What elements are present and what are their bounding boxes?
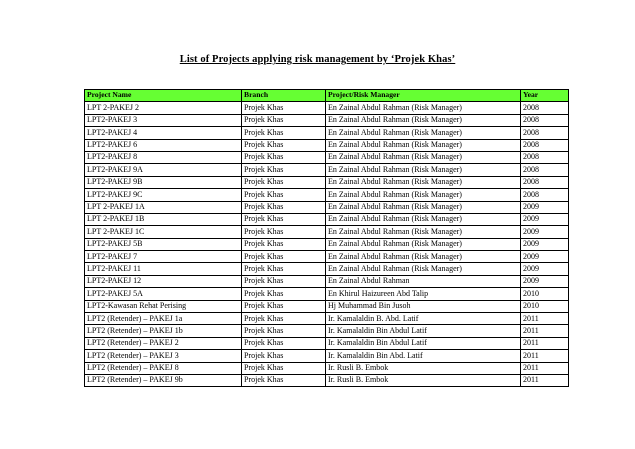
cell-project-risk-manager: En Zainal Abdul Rahman (Risk Manager) bbox=[326, 201, 521, 213]
table-row bbox=[85, 251, 569, 263]
cell-project-name: LPT2 (Retender) – PAKEJ 1a bbox=[85, 313, 242, 325]
cell-year: 2009 bbox=[521, 275, 569, 287]
cell-project-name: LPT2-PAKEJ 9C bbox=[85, 189, 242, 201]
table-row bbox=[85, 201, 569, 213]
cell-year: 2008 bbox=[521, 189, 569, 201]
cell-branch: Projek Khas bbox=[242, 176, 326, 188]
cell-project-risk-manager: Ir. Kamalaldin Bin Abdul Latif bbox=[326, 325, 521, 337]
cell-year: 2008 bbox=[521, 114, 569, 126]
cell-branch: Projek Khas bbox=[242, 139, 326, 151]
cell-project-name: LPT2-PAKEJ 5A bbox=[85, 288, 242, 300]
header-year: Year bbox=[521, 90, 569, 102]
cell-project-name: LPT2-PAKEJ 7 bbox=[85, 251, 242, 263]
cell-project-risk-manager: Ir. Rusli B. Embok bbox=[326, 362, 521, 374]
cell-year: 2008 bbox=[521, 139, 569, 151]
cell-project-risk-manager: En Zainal Abdul Rahman (Risk Manager) bbox=[326, 102, 521, 114]
cell-project-risk-manager: En Khirul Haizureen Abd Talip bbox=[326, 288, 521, 300]
cell-branch: Projek Khas bbox=[242, 325, 326, 337]
cell-project-risk-manager: En Zainal Abdul Rahman (Risk Manager) bbox=[326, 263, 521, 275]
cell-year: 2008 bbox=[521, 127, 569, 139]
cell-project-name: LPT2 (Retender) – PAKEJ 9b bbox=[85, 374, 242, 386]
table-body bbox=[85, 102, 569, 387]
header-project-name: Project Name bbox=[85, 90, 242, 102]
cell-year: 2009 bbox=[521, 201, 569, 213]
table-row bbox=[85, 275, 569, 287]
cell-project-name: LPT2-PAKEJ 9A bbox=[85, 164, 242, 176]
cell-project-name: LPT2 (Retender) – PAKEJ 2 bbox=[85, 337, 242, 349]
cell-branch: Projek Khas bbox=[242, 114, 326, 126]
cell-project-name: LPT 2-PAKEJ 1C bbox=[85, 226, 242, 238]
cell-year: 2009 bbox=[521, 238, 569, 250]
table-row bbox=[85, 238, 569, 250]
table-row bbox=[85, 300, 569, 312]
table-row bbox=[85, 374, 569, 386]
cell-project-risk-manager: En Zainal Abdul Rahman (Risk Manager) bbox=[326, 151, 521, 163]
table-row bbox=[85, 226, 569, 238]
cell-branch: Projek Khas bbox=[242, 238, 326, 250]
projects-table bbox=[84, 89, 569, 387]
cell-project-name: LPT2-PAKEJ 6 bbox=[85, 139, 242, 151]
cell-project-risk-manager: Ir. Kamalaldin Bin Abd. Latif bbox=[326, 350, 521, 362]
table-row bbox=[85, 114, 569, 126]
cell-project-risk-manager: En Zainal Abdul Rahman (Risk Manager) bbox=[326, 164, 521, 176]
cell-branch: Projek Khas bbox=[242, 251, 326, 263]
cell-project-risk-manager: En Zainal Abdul Rahman (Risk Manager) bbox=[326, 176, 521, 188]
cell-year: 2009 bbox=[521, 213, 569, 225]
cell-year: 2011 bbox=[521, 350, 569, 362]
cell-branch: Projek Khas bbox=[242, 213, 326, 225]
cell-branch: Projek Khas bbox=[242, 151, 326, 163]
cell-project-name: LPT2-PAKEJ 12 bbox=[85, 275, 242, 287]
cell-year: 2009 bbox=[521, 226, 569, 238]
cell-branch: Projek Khas bbox=[242, 362, 326, 374]
cell-project-risk-manager: En Zainal Abdul Rahman (Risk Manager) bbox=[326, 226, 521, 238]
cell-year: 2011 bbox=[521, 325, 569, 337]
table-row bbox=[85, 288, 569, 300]
cell-project-name: LPT2-PAKEJ 9B bbox=[85, 176, 242, 188]
cell-year: 2011 bbox=[521, 313, 569, 325]
table-row bbox=[85, 337, 569, 349]
cell-branch: Projek Khas bbox=[242, 189, 326, 201]
cell-project-name: LPT2-PAKEJ 3 bbox=[85, 114, 242, 126]
table-row bbox=[85, 139, 569, 151]
cell-branch: Projek Khas bbox=[242, 350, 326, 362]
table-row bbox=[85, 350, 569, 362]
cell-branch: Projek Khas bbox=[242, 288, 326, 300]
cell-project-risk-manager: En Zainal Abdul Rahman bbox=[326, 275, 521, 287]
cell-year: 2009 bbox=[521, 263, 569, 275]
cell-project-name: LPT 2-PAKEJ 2 bbox=[85, 102, 242, 114]
page-title: List of Projects applying risk management by ‘Projek Khas’ bbox=[179, 54, 456, 65]
table-row bbox=[85, 362, 569, 374]
cell-project-risk-manager: En Zainal Abdul Rahman (Risk Manager) bbox=[326, 114, 521, 126]
cell-year: 2008 bbox=[521, 102, 569, 114]
cell-branch: Projek Khas bbox=[242, 102, 326, 114]
table-row bbox=[85, 189, 569, 201]
cell-project-risk-manager: En Zainal Abdul Rahman (Risk Manager) bbox=[326, 238, 521, 250]
cell-project-name: LPT2 (Retender) – PAKEJ 3 bbox=[85, 350, 242, 362]
cell-branch: Projek Khas bbox=[242, 201, 326, 213]
cell-project-risk-manager: En Zainal Abdul Rahman (Risk Manager) bbox=[326, 189, 521, 201]
cell-year: 2010 bbox=[521, 288, 569, 300]
header-project-risk-manager: Project/Risk Manager bbox=[326, 90, 521, 102]
cell-project-risk-manager: Ir. Kamalaldin Bin Abdul Latif bbox=[326, 337, 521, 349]
cell-project-name: LPT 2-PAKEJ 1A bbox=[85, 201, 242, 213]
cell-project-risk-manager: En Zainal Abdul Rahman (Risk Manager) bbox=[326, 251, 521, 263]
cell-project-name: LPT2 (Retender) – PAKEJ 8 bbox=[85, 362, 242, 374]
cell-project-name: LPT2 (Retender) – PAKEJ 1b bbox=[85, 325, 242, 337]
header-branch: Branch bbox=[242, 90, 326, 102]
cell-branch: Projek Khas bbox=[242, 226, 326, 238]
cell-project-risk-manager: En Zainal Abdul Rahman (Risk Manager) bbox=[326, 127, 521, 139]
cell-branch: Projek Khas bbox=[242, 337, 326, 349]
cell-project-risk-manager: En Zainal Abdul Rahman (Risk Manager) bbox=[326, 213, 521, 225]
cell-year: 2010 bbox=[521, 300, 569, 312]
cell-branch: Projek Khas bbox=[242, 164, 326, 176]
cell-project-name: LPT 2-PAKEJ 1B bbox=[85, 213, 242, 225]
cell-year: 2008 bbox=[521, 176, 569, 188]
table-row bbox=[85, 325, 569, 337]
table-row bbox=[85, 213, 569, 225]
cell-branch: Projek Khas bbox=[242, 300, 326, 312]
cell-project-name: LPT2-PAKEJ 5B bbox=[85, 238, 242, 250]
cell-project-name: LPT2-PAKEJ 11 bbox=[85, 263, 242, 275]
table-row bbox=[85, 263, 569, 275]
cell-branch: Projek Khas bbox=[242, 275, 326, 287]
cell-year: 2011 bbox=[521, 362, 569, 374]
table-row bbox=[85, 176, 569, 188]
header-row bbox=[85, 90, 569, 102]
table-row bbox=[85, 151, 569, 163]
cell-year: 2008 bbox=[521, 164, 569, 176]
cell-year: 2009 bbox=[521, 251, 569, 263]
cell-branch: Projek Khas bbox=[242, 263, 326, 275]
cell-project-risk-manager: Ir. Rusli B. Embok bbox=[326, 374, 521, 386]
table-row bbox=[85, 164, 569, 176]
cell-year: 2011 bbox=[521, 374, 569, 386]
cell-project-risk-manager: En Zainal Abdul Rahman (Risk Manager) bbox=[326, 139, 521, 151]
cell-project-risk-manager: Hj Muhammad Bin Jusoh bbox=[326, 300, 521, 312]
table-row bbox=[85, 102, 569, 114]
table-header bbox=[85, 90, 569, 102]
cell-project-risk-manager: Ir. Kamalaldin B. Abd. Latif bbox=[326, 313, 521, 325]
cell-project-name: LPT2-PAKEJ 8 bbox=[85, 151, 242, 163]
table-row bbox=[85, 127, 569, 139]
cell-project-name: LPT2-Kawasan Rehat Perising bbox=[85, 300, 242, 312]
cell-branch: Projek Khas bbox=[242, 374, 326, 386]
cell-branch: Projek Khas bbox=[242, 127, 326, 139]
cell-branch: Projek Khas bbox=[242, 313, 326, 325]
cell-year: 2008 bbox=[521, 151, 569, 163]
table-row bbox=[85, 313, 569, 325]
cell-project-name: LPT2-PAKEJ 4 bbox=[85, 127, 242, 139]
cell-year: 2011 bbox=[521, 337, 569, 349]
